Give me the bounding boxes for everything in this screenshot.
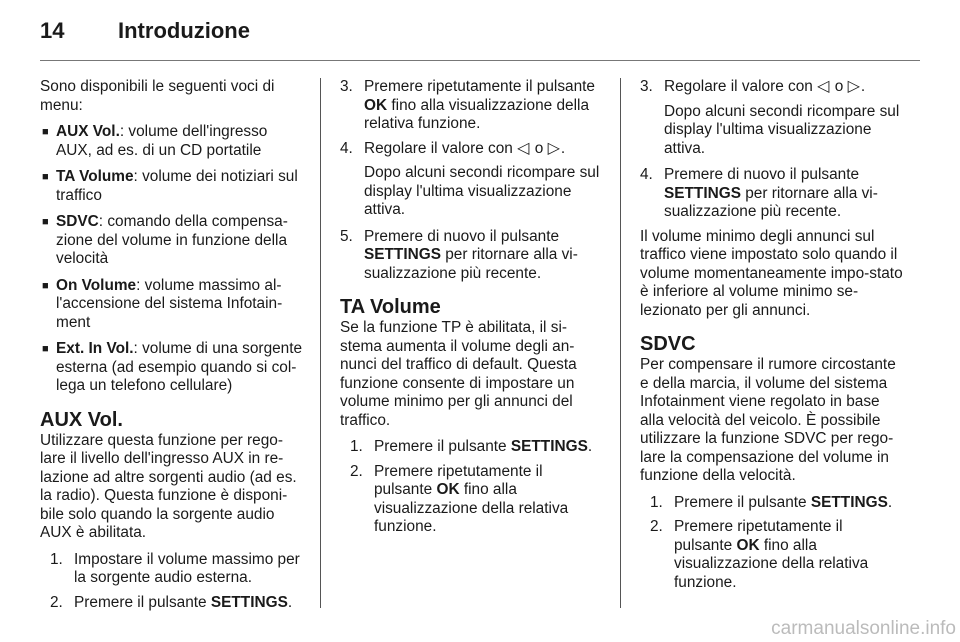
- step-text: o: [830, 78, 848, 95]
- bullet-ext-in-vol: [40, 340, 306, 396]
- step-text: Premere ripetutamente il pulsante: [374, 462, 543, 498]
- step-text: o: [530, 139, 548, 157]
- step-text: Premere il pulsante: [374, 438, 511, 455]
- bullet-sdvc: [40, 213, 306, 269]
- step-text: Regolare il valore con: [664, 78, 818, 95]
- column-divider-1: [320, 78, 321, 608]
- step-text: .: [287, 593, 293, 611]
- settings-button-label: SETTINGS: [510, 438, 588, 455]
- step-text: Premere ripetutamente il pulsante: [364, 78, 595, 95]
- step-item: [350, 438, 604, 457]
- page-number: 14: [40, 18, 65, 43]
- aux-paragraph: Utilizzare questa funzione per rego-lare il livello dell'ingresso AUX in re-lazione ad altre sorgenti audio (ad es. la radio). Questa funzione è disponi-bile solo quando la sorgente audio AUX è abilitata.: [40, 431, 297, 541]
- min-volume-paragraph: Il volume minimo degli annunci sul traffico viene impostato solo quando il volume momentaneamente impo-stato è inferiore al volume minimo se-lezionato per gli annunci.: [640, 227, 903, 319]
- page-header: [40, 18, 920, 48]
- step-number: 4.: [340, 139, 353, 157]
- ok-button-label: OK: [436, 481, 460, 498]
- step-text: Premere il pulsante: [74, 593, 211, 611]
- step-item: [640, 78, 904, 97]
- bullet-label: Ext. In Vol.: [56, 340, 134, 357]
- bullet-label: SDVC: [56, 213, 99, 230]
- step-text: Premere il pulsante: [674, 493, 811, 511]
- step-number: 2.: [650, 518, 663, 535]
- column-2: [340, 78, 604, 543]
- step-number: 4.: [640, 166, 653, 183]
- step-text: Premere di nuovo il pulsante: [364, 227, 560, 245]
- step-text: fino alla visualizzazione della relativa funzione.: [364, 96, 589, 132]
- right-arrow-icon: ▷: [847, 78, 861, 95]
- step-item: [50, 551, 306, 588]
- ok-button-label: OK: [364, 96, 388, 114]
- step-item: [340, 78, 604, 134]
- menu-intro: Sono disponibili le seguenti voci di menu:: [40, 78, 275, 114]
- settings-button-label: SETTINGS: [364, 246, 441, 263]
- step-text: .: [887, 493, 893, 511]
- bullet-aux-vol: [40, 123, 306, 160]
- bullet-text: : volume dell'ingresso AUX, ad es. di un CD portatile: [56, 123, 268, 159]
- bullet-ta-volume: [40, 168, 306, 205]
- step-item: [350, 463, 604, 537]
- bullet-text: : volume dei notiziari sul traffico: [56, 168, 298, 204]
- left-arrow-icon: ◁: [817, 78, 831, 95]
- step-number: 3.: [640, 78, 653, 95]
- settings-button-label: SETTINGS: [810, 493, 888, 511]
- step-number: 1.: [50, 550, 63, 568]
- ok-button-label: OK: [736, 536, 760, 554]
- column-3: [640, 78, 904, 598]
- settings-button-label: SETTINGS: [210, 593, 288, 611]
- step-item: [650, 494, 904, 513]
- step-number: 1.: [650, 493, 663, 511]
- step-text: fino alla visualizzazione della relativa funzione.: [374, 481, 569, 535]
- section-heading-aux-vol: AUX Vol.: [40, 408, 123, 431]
- step-number: 1.: [350, 438, 363, 455]
- step-text: .: [587, 438, 593, 455]
- page-title: Introduzione: [118, 18, 250, 43]
- step-number: 5.: [340, 227, 353, 245]
- bullet-label: On Volume: [56, 276, 137, 294]
- step-text: Premere di nuovo il pulsante: [664, 166, 860, 183]
- step-text: .: [860, 78, 866, 95]
- watermark: carmanualsonline.info: [771, 618, 956, 639]
- step-text: Impostare il volume massimo per la sorgente audio esterna.: [74, 550, 300, 586]
- step-text: Regolare il valore con: [364, 139, 518, 157]
- step-item: [650, 518, 904, 592]
- step-item: [340, 140, 604, 159]
- bullet-on-volume: [40, 277, 306, 333]
- step-text: .: [560, 139, 566, 157]
- step-number: 2.: [350, 462, 363, 480]
- step-text: fino alla visualizzazione della relativa funzione.: [674, 536, 869, 591]
- column-divider-2: [620, 78, 621, 608]
- step-text: per ritornare alla vi-sualizzazione più recente.: [364, 246, 578, 282]
- header-rule: [40, 60, 920, 61]
- right-arrow-icon: ▷: [547, 139, 561, 157]
- section-heading-sdvc: SDVC: [640, 333, 696, 355]
- bullet-text: : volume massimo al-l'accensione del sistema Infotain-ment: [56, 276, 283, 331]
- step-text: Premere ripetutamente il pulsante: [674, 518, 843, 554]
- step-number: 3.: [340, 78, 353, 95]
- step-number: 2.: [50, 593, 63, 611]
- bullet-text: : volume di una sorgente esterna (ad esempio quando si col-lega un telefono cellulare): [56, 340, 303, 394]
- bullet-label: AUX Vol.: [56, 123, 120, 140]
- step-item: [50, 594, 306, 613]
- left-arrow-icon: ◁: [517, 139, 531, 157]
- step-item: [340, 228, 604, 284]
- bullet-label: TA Volume: [56, 168, 134, 185]
- section-heading-ta-volume: TA Volume: [340, 296, 441, 318]
- sdvc-paragraph: Per compensare il rumore circostante e della marcia, il volume del sistema Infotainment viene regolato in base alla velocità del veicolo. È possibile utilizzare la funzione SDVC per rego-lare la compensazione del volume in funzione della velocità.: [640, 356, 896, 484]
- ta-paragraph: Se la funzione TP è abilitata, il si-stema aumenta il volume degli an-nunci del traffico di default. Questa funzione consente di impostare un volume minimo per gli annunci del traffico.: [340, 319, 577, 429]
- step-text: per ritornare alla vi-sualizzazione più recente.: [664, 184, 878, 220]
- step-subtext: Dopo alcuni secondi ricompare sul display l'ultima visualizzazione attiva.: [664, 102, 900, 157]
- column-1: [40, 78, 306, 618]
- settings-button-label: SETTINGS: [664, 184, 741, 202]
- step-item: [640, 166, 904, 222]
- step-subtext: Dopo alcuni secondi ricompare sul display l'ultima visualizzazione attiva.: [364, 164, 600, 218]
- bullet-text: : comando della compensa-zione del volume in funzione della velocità: [56, 213, 288, 267]
